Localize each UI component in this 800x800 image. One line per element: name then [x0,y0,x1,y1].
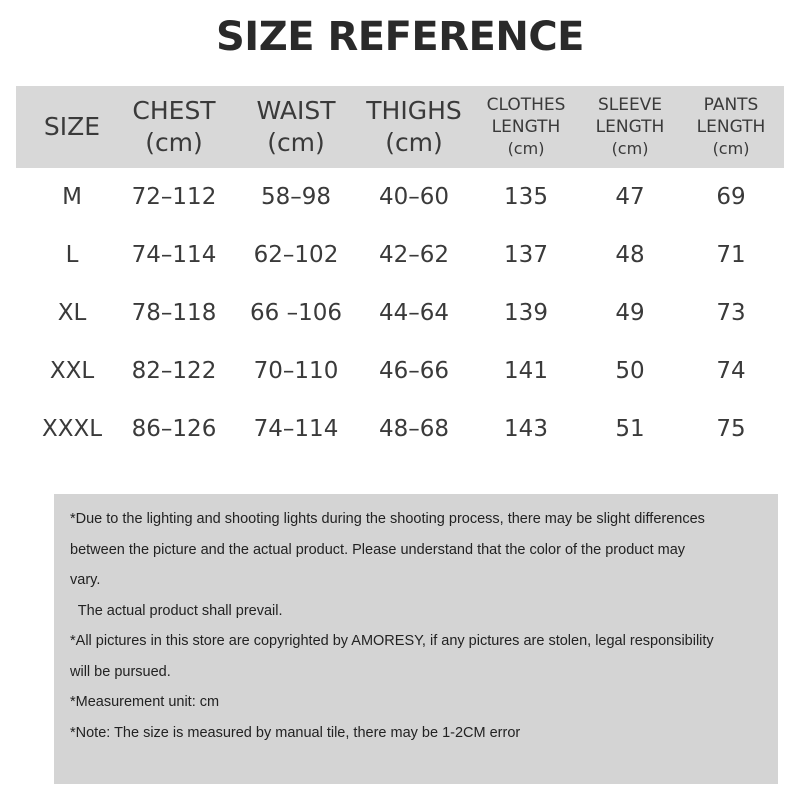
table-cell-clothes-length: 143 [504,416,548,442]
table-cell-sleeve-length: 47 [615,184,645,210]
table-cell-sleeve-length: 48 [615,242,645,268]
note-line: *Note: The size is measured by manual tile, there may be 1-2CM error [70,724,521,741]
table-cell-thighs: 40–60 [378,184,450,210]
table-cell-pants-length: 71 [716,242,746,268]
note-line: The actual product shall prevail. [70,602,283,619]
page-title: SIZE REFERENCE [216,14,584,60]
column-header-size [22,86,122,168]
table-cell-waist: 70–110 [253,358,339,384]
note-line: *All pictures in this store are copyrighted by AMORESY, if any pictures are stolen, legal responsibility [70,633,714,649]
table-cell-waist: 66 –106 [250,300,342,326]
table-cell-sleeve-length: 49 [615,300,645,326]
note-line: *Measurement unit: cm [70,694,220,710]
column-header-line: SIZE [43,112,101,141]
column-header-pants-length [686,86,776,168]
column-header-line: (cm) [611,139,649,158]
table-cell-chest: 74–114 [131,242,217,268]
table-cell-clothes-length: 139 [504,300,548,326]
column-header-waist [236,86,356,168]
table-cell-thighs: 46–66 [378,358,450,384]
table-cell-chest: 82–122 [131,358,217,384]
note-line: vary. [70,572,101,588]
column-header-line: (cm) [712,139,750,158]
table-cell-size: XL [57,300,87,326]
table-cell-waist: 62–102 [253,242,339,268]
column-header-line: (cm) [145,128,203,157]
column-header-line: SLEEVE [597,95,663,115]
table-cell-waist: 74–114 [253,416,339,442]
table-cell-size: XXL [49,358,95,384]
column-header-line: THIGHS [366,96,462,125]
column-header-line: LENGTH [696,117,766,137]
table-cell-thighs: 42–62 [378,242,450,268]
column-header-chest [119,86,229,168]
table-cell-pants-length: 74 [716,358,746,384]
note-line: will be pursued. [70,663,171,680]
column-header-line: LENGTH [491,117,561,137]
table-cell-size: M [62,184,82,210]
column-header-line: (cm) [267,128,325,157]
note-line: *Due to the lighting and shooting lights during the shooting process, there may be slight differences [70,511,705,527]
table-cell-sleeve-length: 50 [615,358,645,384]
table-cell-clothes-length: 135 [504,184,548,210]
column-header-line: LENGTH [595,117,665,137]
notes-panel [54,494,778,784]
table-cell-waist: 58–98 [260,184,332,210]
column-header-clothes-length [476,86,576,168]
table-cell-clothes-length: 141 [504,358,548,384]
table-cell-size: XXXL [41,416,103,442]
table-cell-clothes-length: 137 [504,242,548,268]
table-cell-pants-length: 69 [716,184,746,210]
table-cell-thighs: 44–64 [378,300,450,326]
note-line: between the picture and the actual product. Please understand that the color of the product may [70,541,686,558]
column-header-line: (cm) [385,128,443,157]
column-header-thighs [354,86,474,168]
table-cell-size: L [65,242,79,268]
table-cell-chest: 78–118 [131,300,217,326]
table-cell-chest: 72–112 [131,184,217,210]
table-cell-chest: 86–126 [131,416,217,442]
column-header-line: PANTS [703,95,759,115]
column-header-sleeve-length [585,86,675,168]
table-cell-pants-length: 75 [716,416,746,442]
column-header-line: CHEST [132,96,216,125]
table-cell-thighs: 48–68 [378,416,450,442]
column-header-line: (cm) [507,139,545,158]
column-header-line: CLOTHES [486,95,566,115]
column-header-line: WAIST [256,96,336,125]
table-cell-sleeve-length: 51 [615,416,645,442]
table-cell-pants-length: 73 [716,300,746,326]
